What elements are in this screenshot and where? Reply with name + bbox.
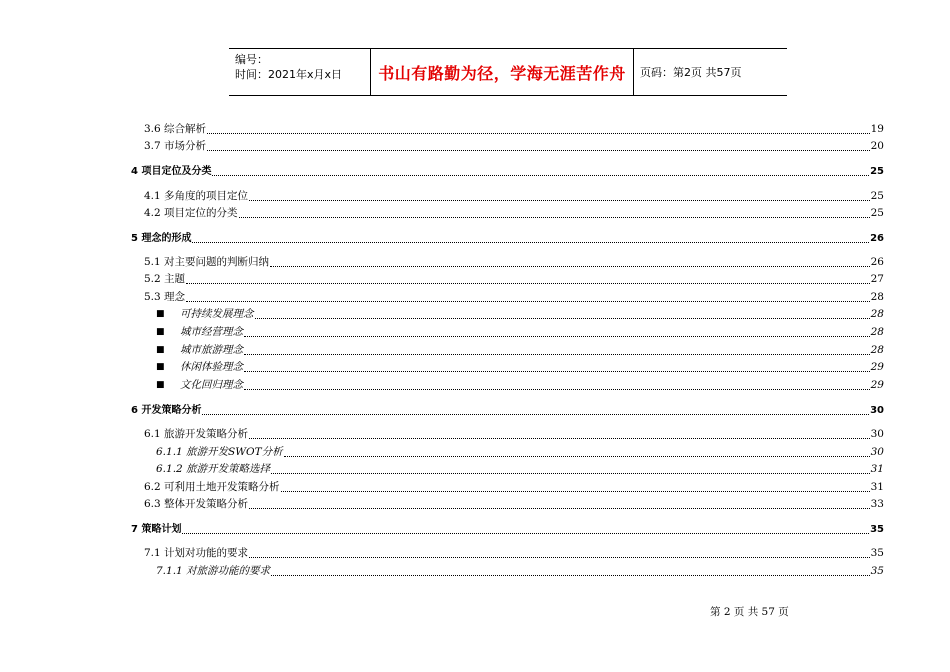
- toc-entry-page: 28: [870, 291, 884, 303]
- toc-entry-page: 33: [870, 498, 884, 510]
- toc-leader-dots: [186, 300, 870, 302]
- bullet-square-icon: ■: [156, 380, 165, 390]
- toc-entry-page: 25: [870, 166, 884, 177]
- toc-entry-title: 城市旅游理念: [180, 344, 243, 356]
- toc-entry-title: 休闲体验理念: [180, 361, 243, 373]
- toc-leader-dots: [192, 241, 869, 243]
- toc-entry[interactable]: [131, 122, 884, 136]
- toc-entry-page: 27: [870, 273, 884, 285]
- toc-entry-page: 26: [870, 233, 884, 244]
- toc-entry[interactable]: [131, 231, 884, 245]
- toc-entry-page: 29: [870, 361, 884, 373]
- toc-entry[interactable]: [131, 445, 884, 459]
- toc-entry[interactable]: [131, 325, 884, 339]
- bullet-square-icon: ■: [156, 362, 165, 372]
- toc-entry-title: 7.1 计划对功能的要求: [144, 547, 249, 559]
- toc-entry-page: 30: [870, 428, 884, 440]
- toc-entry-page: 29: [870, 379, 884, 391]
- serial-number-label: 编号：: [235, 53, 268, 66]
- toc-entry-title: 6.1.1 旅游开发SWOT分析: [156, 446, 283, 458]
- toc-leader-dots: [249, 437, 870, 439]
- toc-entry-page: 26: [870, 256, 884, 268]
- toc-entry[interactable]: [131, 480, 884, 494]
- toc-leader-dots: [271, 574, 870, 576]
- toc-leader-dots: [244, 353, 870, 355]
- toc-leader-dots: [186, 282, 870, 284]
- toc-entry[interactable]: [131, 462, 884, 476]
- toc-entry[interactable]: [131, 546, 884, 560]
- toc-leader-dots: [281, 490, 870, 492]
- toc-entry-page: 35: [870, 547, 884, 559]
- toc-entry[interactable]: [131, 427, 884, 441]
- toc-leader-dots: [244, 335, 870, 337]
- toc-entry-page: 31: [870, 481, 884, 493]
- bullet-square-icon: ■: [156, 345, 165, 355]
- toc-entry[interactable]: [131, 272, 884, 286]
- toc-entry-title: 7 策略计划: [131, 524, 182, 535]
- toc-leader-dots: [212, 174, 869, 176]
- toc-entry[interactable]: [131, 343, 884, 357]
- bullet-square-icon: ■: [156, 327, 165, 337]
- toc-entry-title: 6.1 旅游开发策略分析: [144, 428, 249, 440]
- page-header: [229, 48, 787, 96]
- toc-entry[interactable]: [131, 189, 884, 203]
- toc-entry-title: 5.2 主题: [144, 273, 186, 285]
- toc-leader-dots: [284, 455, 870, 457]
- page-footer: 第 2 页 共 57 页: [710, 606, 789, 618]
- header-page-info: 页码：第2页 共57页: [640, 66, 742, 79]
- toc-leader-dots: [244, 370, 870, 372]
- toc-entry-page: 25: [870, 207, 884, 219]
- toc-entry-page: 25: [870, 190, 884, 202]
- toc-entry-page: 28: [870, 308, 884, 320]
- toc-entry-title: 城市经营理念: [180, 326, 243, 338]
- toc-leader-dots: [255, 317, 870, 319]
- toc-entry-page: 28: [870, 326, 884, 338]
- toc-entry-title: 6.3 整体开发策略分析: [144, 498, 249, 510]
- toc-entry-title: 文化回归理念: [180, 379, 243, 391]
- toc-entry[interactable]: [131, 164, 884, 178]
- toc-entry-page: 19: [870, 123, 884, 135]
- toc-entry-page: 35: [870, 565, 884, 577]
- toc-entry-title: 3.6 综合解析: [144, 123, 207, 135]
- toc-entry-title: 可持续发展理念: [180, 308, 254, 320]
- toc-entry-page: 28: [870, 344, 884, 356]
- toc-leader-dots: [207, 132, 870, 134]
- toc-entry[interactable]: [131, 403, 884, 417]
- header-meta: [229, 49, 370, 95]
- toc-entry[interactable]: [131, 378, 884, 392]
- toc-entry[interactable]: [131, 564, 884, 578]
- toc-entry-title: 6 开发策略分析: [131, 405, 202, 416]
- header-motto-cell: [370, 49, 634, 95]
- date-label: 时间：2021年x月x日: [235, 68, 343, 81]
- toc-leader-dots: [270, 265, 870, 267]
- toc-leader-dots: [271, 472, 870, 474]
- toc-entry-title: 4 项目定位及分类: [131, 166, 212, 177]
- header-motto: 书山有路勤为径，学海无涯苦作舟: [378, 63, 626, 83]
- toc-leader-dots: [249, 199, 870, 201]
- toc-entry[interactable]: [131, 206, 884, 220]
- toc-entry-title: 5.1 对主要问题的判断归纳: [144, 256, 270, 268]
- toc-entry[interactable]: [131, 307, 884, 321]
- toc-leader-dots: [182, 532, 869, 534]
- toc-entry-page: 20: [870, 140, 884, 152]
- toc-entry-page: 30: [870, 446, 884, 458]
- header-page-info-cell: [634, 49, 787, 95]
- toc-leader-dots: [207, 149, 870, 151]
- toc-entry-title: 6.1.2 旅游开发策略选择: [156, 463, 271, 475]
- toc-leader-dots: [244, 388, 870, 390]
- toc-entry-title: 5 理念的形成: [131, 233, 192, 244]
- toc-leader-dots: [202, 413, 869, 415]
- toc-entry-page: 35: [870, 524, 884, 535]
- toc-entry-title: 5.3 理念: [144, 291, 186, 303]
- bullet-square-icon: ■: [156, 309, 165, 319]
- toc-entry-title: 4.1 多角度的项目定位: [144, 190, 249, 202]
- toc-entry-title: 7.1.1 对旅游功能的要求: [156, 565, 271, 577]
- toc-entry[interactable]: [131, 497, 884, 511]
- toc-entry-page: 31: [870, 463, 884, 475]
- toc-entry-title: 4.2 项目定位的分类: [144, 207, 238, 219]
- toc-leader-dots: [239, 216, 870, 218]
- toc-entry-page: 30: [870, 405, 884, 416]
- toc-entry-title: 6.2 可利用土地开发策略分析: [144, 481, 280, 493]
- toc-leader-dots: [249, 556, 870, 558]
- toc-entry[interactable]: [131, 139, 884, 153]
- toc-entry[interactable]: [131, 290, 884, 304]
- toc-entry-title: 3.7 市场分析: [144, 140, 207, 152]
- toc-leader-dots: [249, 507, 870, 509]
- toc-entry[interactable]: [131, 522, 884, 536]
- toc-entry[interactable]: [131, 360, 884, 374]
- toc-entry[interactable]: [131, 255, 884, 269]
